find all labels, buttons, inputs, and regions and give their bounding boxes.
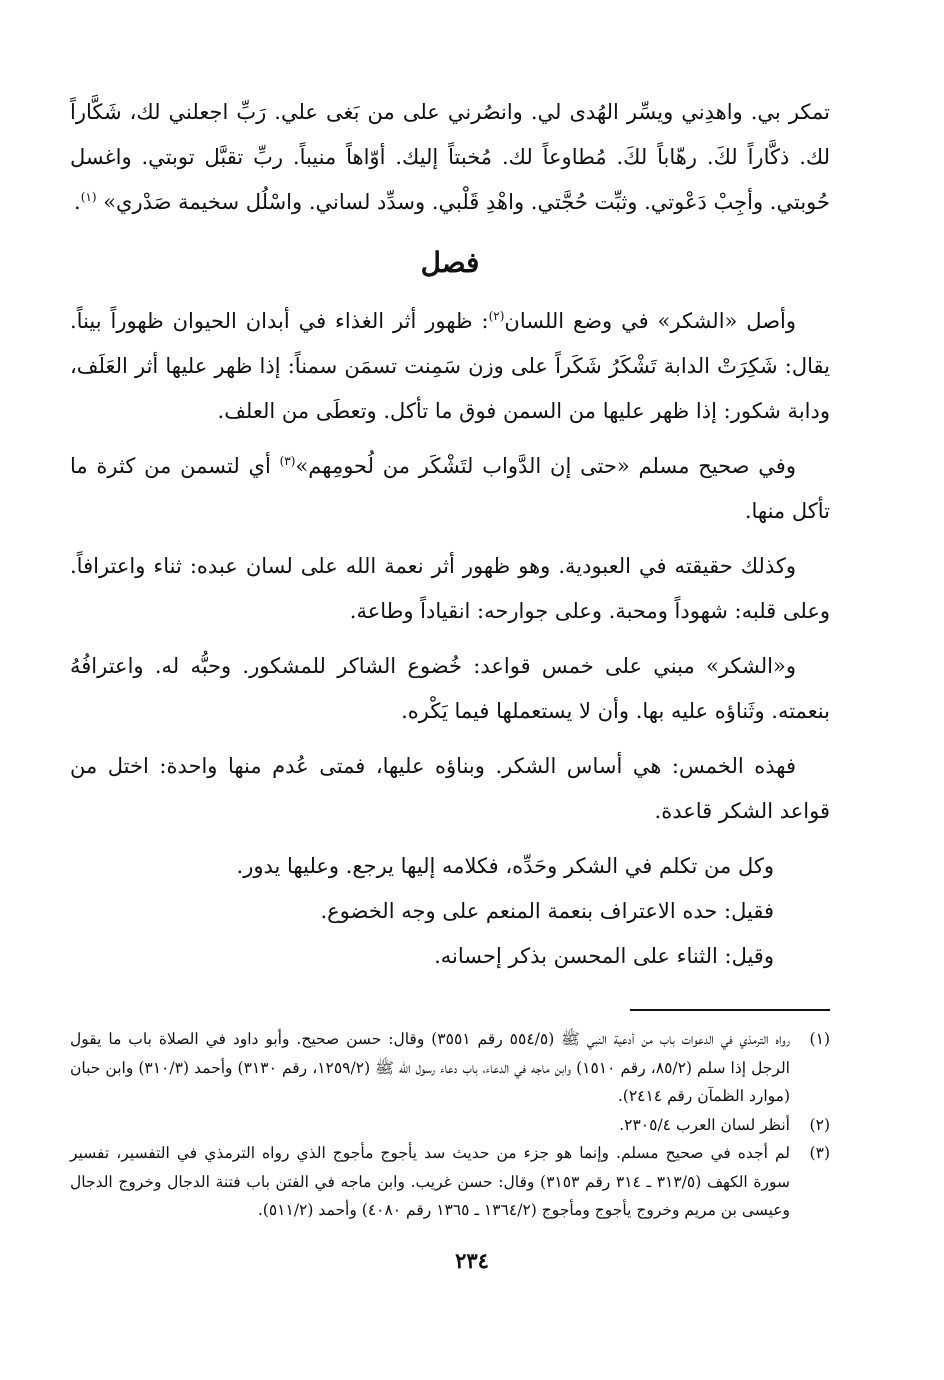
footnote-number: (٢) bbox=[809, 1115, 830, 1134]
footnote-text: أنظر لسان العرب ٢٣٠٥/٤. bbox=[619, 1115, 790, 1134]
paragraph-1: تمكر بي. واهدِني ويسِّر الهُدى لي. وانصُرني على من بَغى علي. رَبِّ اجعلني لك، شَكَّاراً لك. ذكَّاراً لكَ. رهّاباً لكَ. مُطاوعاً لك. مُخبتاً إليك. أوّاهاً منيباً. ربِّ تقبَّل توبتي. واغسل حُوبتي. وأجِبْ دَعْوتي. وثبِّت حُجَّتي. واهْدِ قَلْبي. وسدِّد لساني. واسْلُل سخيمة صَدْري» $^{(١)}$. bbox=[70, 100, 830, 214]
paragraph-4: وكذلك حقيقته في العبودية. وهو ظهور أثر نعمة الله على لسان عبده: ثناء واعترافاً. وعلى قلبه: شهوداً ومحبة. وعلى جوارحه: انقياداً وطاعة. bbox=[70, 554, 830, 623]
paragraph-7: وكل من تكلم في الشكر وحَدِّه، فكلامه إليها يرجع. وعليها يدور. bbox=[236, 854, 774, 878]
paragraph-2 bbox=[70, 299, 830, 434]
paragraph-2-text-b: : ظهور أثر الغذاء في أبدان الحيوان ظهوراً بيناً. يقال: شَكِرَتْ الدابة تَشْكَرُ شَكَراً على وزن سَمِنت تسمَن سمناً: إذا ظهر عليها أثر العَلَف، ودابة شكور: إذا ظهر عليها من السمن فوق ما تأكل. وتعطَى من العلف. bbox=[70, 309, 830, 423]
main-text bbox=[70, 90, 830, 979]
paragraph-9: وقيل: الثناء على المحسن بذكر إحسانه. bbox=[434, 944, 774, 968]
paragraph-3-text-a: وفي صحيح مسلم «حتى إن الدَّواب لتَشْكَر من لُحومِهم» bbox=[295, 454, 796, 478]
footnotes bbox=[70, 1025, 830, 1225]
paragraph-3 bbox=[70, 444, 830, 534]
paragraph-6: فهذه الخمس: هي أساس الشكر. وبناؤه عليها، فمتى عُدم منها واحدة: اختل من قواعد الشكر قاعدة. bbox=[70, 754, 830, 823]
footnote-ref-1: (١) bbox=[80, 190, 97, 204]
paragraph-2-text-a: وأصل «الشكر» في وضع اللسان bbox=[504, 309, 796, 333]
section-heading: فصل bbox=[420, 246, 480, 279]
footnote-divider bbox=[630, 1009, 830, 1011]
footnote-text: لم أجده في صحيح مسلم. وإنما هو جزء من حديث سد يأجوج مأجوج الذي رواه الترمذي في التفسير، تفسير سورة الكهف (٣١٣/٥ ـ ٣١٤ رقم ٣١٥٣) وقال: حسن غريب. وابن ماجه في الفتن باب فتنة الدجال وخروج الدجال وعيسى بن مريم وخروج يأجوج ومأجوج (١٣٦٤/٢ ـ ١٣٦٥ رقم ٤٠٨٠) وأحمد (٥١١/٢). bbox=[70, 1144, 790, 1219]
footnote-text: رواه الترمذي في الدعوات باب من أدعية النبي ﷺ (٥٥٤/٥ رقم ٣٥٥١) وقال: حسن صحيح. وأبو داود في الصلاة باب ما يقول الرجل إذا سلم (٨٥/٢، رقم ١٥١٠) وابن ماجه في الدعاء، باب دعاء رسول الله ﷺ (١٢٥٩/٢، رقم ٣١٣٠) وأحمد (٣١٠/٣) وابن حبان (موارد الظمآن رقم ٢٤١٤). bbox=[70, 1030, 790, 1105]
paragraph-3-text-b: أي لتسمن من كثرة ما تأكل منها. bbox=[70, 454, 830, 523]
footnote-ref-2: (٢) bbox=[488, 309, 505, 323]
footnote-2 bbox=[70, 1111, 830, 1140]
footnote-number: (١) bbox=[809, 1030, 830, 1048]
paragraph-5: و«الشكر» مبني على خمس قواعد: خُضوع الشاكر للمشكور. وحبُّه له. واعترافُهُ بنعمته. وثَناؤه عليه بها. وأن لا يستعملها فيما يَكْره. bbox=[70, 654, 830, 723]
footnote-ref-3: (٣) bbox=[279, 454, 296, 468]
page-content bbox=[70, 90, 830, 1225]
page-number: ٢٣٤ bbox=[455, 1248, 489, 1273]
paragraph-8: فقيل: حده الاعتراف بنعمة المنعم على وجه الخضوع. bbox=[320, 899, 774, 923]
paragraph-1-text: تمكر بي. واهدِني ويسِّر الهُدى لي. وانصُرني على من بَغى علي. رَبِّ اجعلني لك، شَكَّاراً لك. ذكَّاراً لكَ. رهّاباً لكَ. مُطاوعاً لك. مُخبتاً إليك. أوّاهاً منيباً. ربِّ تقبَّل توبتي. واغسل حُوبتي. وأجِبْ دَعْوتي. وثبِّت حُجَّتي. واهْدِ قَلْبي. وسدِّد لساني. واسْلُل سخيمة صَدْري» bbox=[70, 100, 830, 214]
footnote-number: (٣) bbox=[809, 1144, 830, 1162]
footnote-1 bbox=[70, 1025, 830, 1111]
footnote-3 bbox=[70, 1139, 830, 1225]
